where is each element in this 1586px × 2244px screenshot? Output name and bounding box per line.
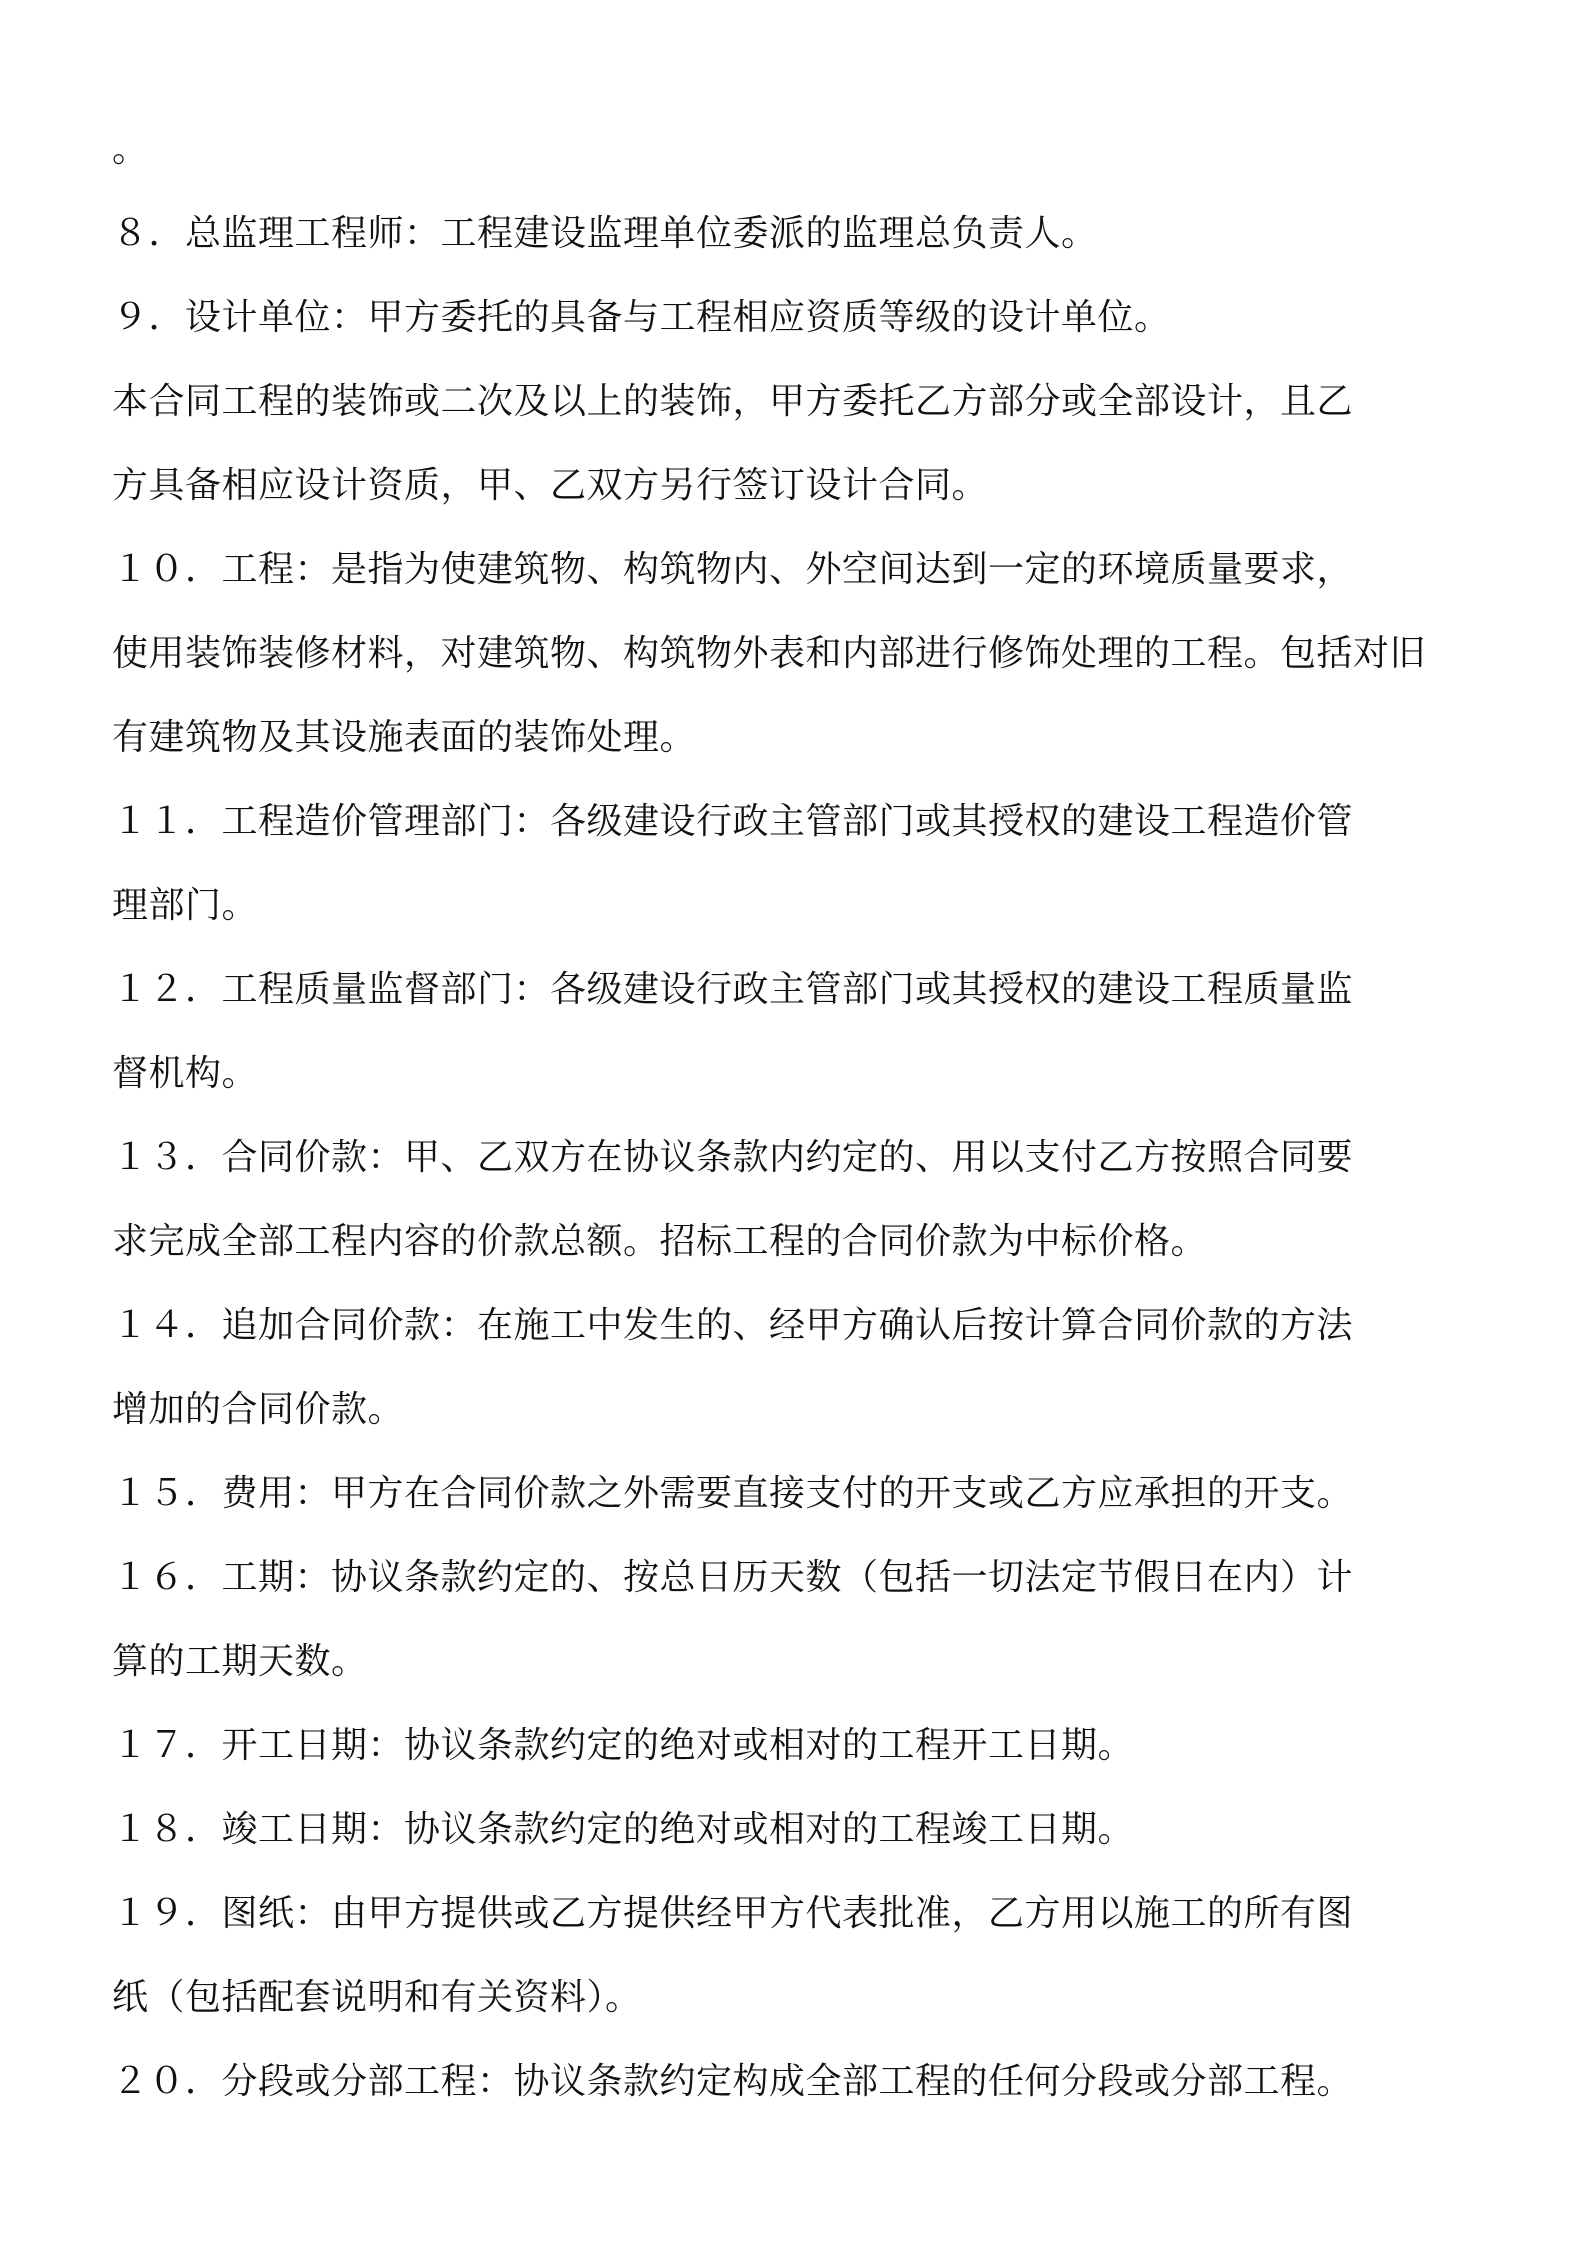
text-line: ９．设计单位：甲方委托的具备与工程相应资质等级的设计单位。 <box>112 297 1171 338</box>
text-line: 理部门。 <box>112 885 259 926</box>
text-line: 算的工期天数。 <box>112 1641 368 1682</box>
text-line: １６．工期：协议条款约定的、按总日历天数（包括一切法定节假日在内）计 <box>112 1557 1354 1598</box>
text-line: １４．追加合同价款：在施工中发生的、经甲方确认后按计算合同价款的方法 <box>112 1305 1354 1346</box>
text-line: 督机构。 <box>112 1053 259 1094</box>
text-line: １３．合同价款：甲、乙双方在协议条款内约定的、用以支付乙方按照合同要 <box>112 1137 1354 1178</box>
text-line: 纸（包括配套说明和有关资料）。 <box>112 1977 642 2018</box>
text-line: １８．竣工日期：协议条款约定的绝对或相对的工程竣工日期。 <box>112 1809 1135 1850</box>
text-line: １７．开工日期：协议条款约定的绝对或相对的工程开工日期。 <box>112 1725 1135 1766</box>
text-line: 方具备相应设计资质，甲、乙双方另行签订设计合同。 <box>112 465 989 506</box>
text-line: １０．工程：是指为使建筑物、构筑物内、外空间达到一定的环境质量要求， <box>112 549 1354 590</box>
text-line: 。 <box>112 129 149 170</box>
text-line: 本合同工程的装饰或二次及以上的装饰，甲方委托乙方部分或全部设计，且乙 <box>112 381 1354 422</box>
text-line: ８．总监理工程师：工程建设监理单位委派的监理总负责人。 <box>112 213 1098 254</box>
text-line: １２．工程质量监督部门：各级建设行政主管部门或其授权的建设工程质量监 <box>112 969 1354 1010</box>
text-line: １９．图纸：由甲方提供或乙方提供经甲方代表批准，乙方用以施工的所有图 <box>112 1893 1354 1934</box>
text-line: 有建筑物及其设施表面的装饰处理。 <box>112 717 697 758</box>
text-line: ２０．分段或分部工程：协议条款约定构成全部工程的任何分段或分部工程。 <box>112 2061 1354 2102</box>
text-line: 增加的合同价款。 <box>112 1389 405 1430</box>
text-line: 使用装饰装修材料，对建筑物、构筑物外表和内部进行修饰处理的工程。包括对旧 <box>112 633 1427 674</box>
text-line: １１．工程造价管理部门：各级建设行政主管部门或其授权的建设工程造价管 <box>112 801 1354 842</box>
text-line: １５．费用：甲方在合同价款之外需要直接支付的开支或乙方应承担的开支。 <box>112 1473 1354 1514</box>
text-line: 求完成全部工程内容的价款总额。招标工程的合同价款为中标价格。 <box>112 1221 1208 1262</box>
